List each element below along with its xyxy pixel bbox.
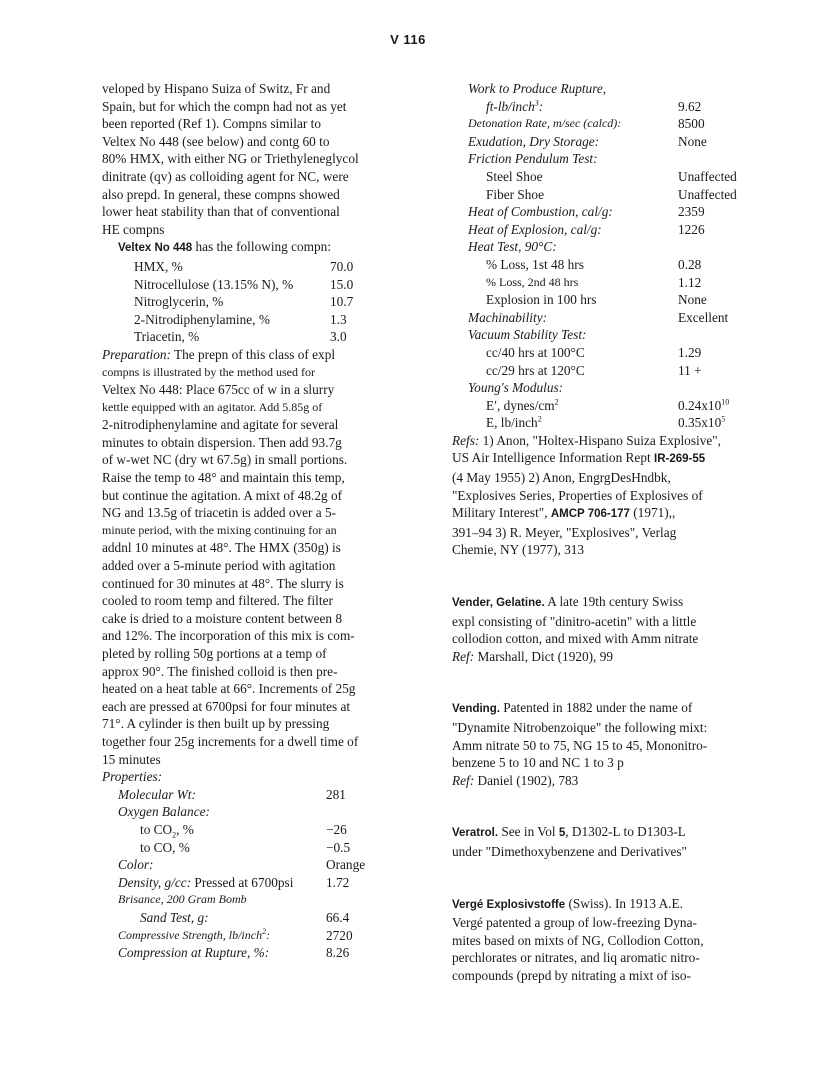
- property-label: Fiber Shoe: [486, 186, 544, 202]
- entry-text: , D1302-L to D1303-L: [565, 824, 686, 840]
- entry-vending: [452, 699, 770, 789]
- property-label: Molecular Wt:: [118, 786, 196, 802]
- text-line: "Dynamite Nitrobenzoique" the following mixt:: [452, 720, 708, 735]
- veltex-title: Veltex No 448: [118, 242, 193, 255]
- property-label: cc/40 hrs at 100°C: [486, 344, 585, 360]
- property-value: 1226: [678, 221, 705, 237]
- property-label: Vacuum Stability Test:: [468, 327, 587, 343]
- superscript: 3: [534, 98, 539, 108]
- property-row: [452, 203, 770, 221]
- text-line: 2-nitrodiphenylamine and agitate for several: [102, 417, 339, 433]
- ref-bold: IR-269-55: [654, 453, 706, 466]
- property-label: Oxygen Balance:: [118, 804, 210, 820]
- text-line: Veltex No 448: Place 675cc of w in a slurry: [102, 382, 335, 398]
- text-line: [452, 648, 770, 666]
- composition-label: Triacetin, %: [134, 329, 200, 345]
- property-row: [452, 168, 770, 186]
- text-line: under "Dimethoxybenzene and Derivatives": [452, 843, 687, 859]
- text-line: [102, 346, 402, 364]
- volume-number: 5: [558, 827, 566, 840]
- property-value: 1.72: [326, 874, 350, 890]
- label-text: Density, g/cc:: [118, 874, 192, 890]
- composition-value: 1.3: [330, 311, 347, 327]
- reference-line: 391–94 3) R. Meyer, "Explosives", Verlag: [452, 524, 677, 540]
- text-line: cake is dried to a moisture content between 8: [102, 610, 342, 626]
- property-label: Compression at Rupture, %:: [118, 945, 270, 961]
- property-row: [452, 274, 770, 292]
- ref-text: (1971),,: [629, 505, 676, 521]
- property-value: 8.26: [326, 945, 350, 961]
- text-line: together four 25g increments for a dwell time of: [102, 733, 359, 749]
- property-value: 2720: [326, 927, 353, 943]
- property-row: [452, 362, 770, 380]
- property-value: None: [678, 133, 707, 149]
- property-value: −0.5: [326, 839, 351, 855]
- text-line: and 12%. The incorporation of this mix is com-: [102, 628, 355, 644]
- property-label: Friction Pendulum Test:: [468, 151, 598, 167]
- text-line: Amm nitrate 50 to 75, NG 15 to 45, Mononitro-: [452, 737, 708, 753]
- property-row: [452, 414, 770, 432]
- text-line: addnl 10 minutes at 48°. The HMX (350g) is: [102, 540, 341, 556]
- property-row: [452, 221, 770, 239]
- label-text: ft-lb/inch: [486, 98, 535, 114]
- property-label: cc/29 hrs at 120°C: [486, 362, 585, 378]
- property-label: Young's Modulus:: [468, 380, 564, 396]
- ref-bold: AMCP 706-177: [550, 508, 630, 521]
- value-text: 0.24x10: [678, 397, 722, 413]
- property-row: [452, 98, 770, 116]
- property-label: to CO, %: [140, 839, 190, 855]
- property-label: [486, 98, 543, 116]
- property-value: 9.62: [678, 98, 702, 114]
- text-line: [452, 699, 770, 719]
- text-line: 15 minutes: [102, 751, 161, 767]
- text-line: been reported (Ref 1). Compns similar to: [102, 116, 321, 132]
- label-suffix: :: [266, 927, 271, 942]
- entry-veratrol: [452, 823, 770, 860]
- composition-label: HMX, %: [134, 258, 183, 274]
- property-row: [102, 786, 380, 804]
- property-row: [102, 856, 380, 874]
- property-row: [452, 326, 770, 344]
- property-value: [678, 414, 770, 432]
- entry-vender: [452, 593, 770, 665]
- property-label: Detonation Rate, m/sec (calcd):: [468, 116, 622, 131]
- property-label: Explosion in 100 hrs: [486, 292, 597, 308]
- property-row: [452, 344, 770, 362]
- property-value: 0.28: [678, 256, 702, 272]
- text-line: [452, 593, 770, 613]
- label-extra: Pressed at 6700psi: [191, 874, 294, 890]
- property-value: 1.12: [678, 274, 702, 290]
- reference-line: "Explosives Series, Properties of Explosives of: [452, 487, 703, 503]
- property-row: [102, 803, 380, 821]
- ref-label: Ref:: [452, 772, 475, 788]
- text-line: added over a 5-minute period with agitation: [102, 558, 336, 574]
- label-suffix: , %: [176, 821, 194, 837]
- composition-label: Nitrocellulose (13.15% N), %: [134, 276, 294, 292]
- property-label: Brisance, 200 Gram Bomb: [118, 892, 247, 907]
- entry-text: See in Vol: [498, 824, 559, 840]
- property-value: 66.4: [326, 909, 350, 925]
- left-column: [102, 80, 402, 962]
- property-label: Heat of Combustion, cal/g:: [468, 204, 613, 220]
- property-value: [678, 397, 770, 415]
- text-line: of w-wet NC (dry wt 67.5g) in small portions.: [102, 452, 348, 468]
- text-line: perchlorates or nitrates, and liq aromatic nitro-: [452, 950, 700, 966]
- refs-label: Refs:: [452, 432, 480, 448]
- text-line: minute period, with the mixing continuing for an: [102, 522, 337, 537]
- property-row: [452, 186, 770, 204]
- composition-row: [134, 328, 370, 346]
- label-text: E, lb/inch: [486, 415, 538, 431]
- text-line: compns is illustrated by the method used for: [102, 364, 315, 379]
- text-line: collodion cotton, and mixed with Amm nitrate: [452, 631, 699, 647]
- property-label: Sand Test, g:: [140, 909, 209, 925]
- superscript: 2: [537, 414, 542, 424]
- entry-text: (Swiss). In 1913 A.E.: [565, 895, 683, 911]
- property-row: [452, 379, 770, 397]
- property-row: [102, 891, 380, 909]
- reference-line: [452, 432, 770, 450]
- composition-table: [134, 258, 370, 346]
- label-text: E′, dynes/cm: [486, 397, 555, 413]
- subscript: 2: [172, 830, 177, 840]
- text-line: pleted by rolling 50g portions at a temp of: [102, 646, 327, 661]
- veltex-heading: [102, 238, 402, 258]
- property-label: Heat of Explosion, cal/g:: [468, 221, 602, 237]
- right-column: [452, 80, 770, 985]
- property-value: Unaffected: [678, 186, 737, 202]
- text-line: benzene 5 to 10 and NC 1 to 3 p: [452, 755, 624, 771]
- property-row: [102, 909, 380, 927]
- text-line: veloped by Hispano Suiza of Switz, Fr and: [102, 81, 331, 96]
- text-line: Vergé patented a group of low-freezing Dyna-: [452, 915, 697, 931]
- property-label: [118, 927, 270, 945]
- text-line: Spain, but for which the compn had not as yet: [102, 98, 347, 114]
- superscript: 2: [262, 926, 267, 936]
- composition-row: [134, 311, 370, 329]
- entry-title: Vender, Gelatine.: [452, 597, 545, 610]
- text-line: but continue the agitation. A mixt of 48.2g of: [102, 487, 343, 503]
- reference-line: (4 May 1955) 2) Anon, EngrgDesHndbk,: [452, 470, 671, 486]
- properties-label: Properties:: [102, 769, 163, 785]
- composition-label: Nitroglycerin, %: [134, 294, 224, 310]
- composition-row: [134, 293, 370, 311]
- property-row: [102, 927, 380, 945]
- entry-verge: [452, 895, 770, 985]
- property-row: [452, 133, 770, 151]
- property-value: −26: [326, 821, 347, 837]
- entry-title: Vending.: [452, 703, 500, 716]
- text-line: compounds (prepd by nitrating a mixt of iso-: [452, 967, 691, 983]
- text-line: mites based on mixts of NG, Collodion Cotton,: [452, 932, 704, 948]
- preparation-label: Preparation:: [102, 346, 171, 362]
- ref-text: 1) Anon, "Holtex-Hispano Suiza Explosive",: [479, 432, 722, 448]
- property-row: [452, 309, 770, 327]
- text-line: each are pressed at 6700psi for four minutes at: [102, 698, 351, 714]
- property-value: 281: [326, 786, 346, 802]
- composition-row: [134, 258, 370, 276]
- exponent: 5: [721, 414, 726, 424]
- text-line: expl consisting of "dinitro-acetin" with a little: [452, 613, 697, 629]
- label-text: Compressive Strength, lb/inch: [118, 927, 263, 942]
- property-value: 1.29: [678, 344, 702, 360]
- property-value: Excellent: [678, 309, 729, 325]
- property-value: Orange: [326, 857, 366, 873]
- property-label: % Loss, 2nd 48 hrs: [486, 274, 579, 289]
- property-label: [140, 821, 194, 839]
- property-label: Machinability:: [468, 309, 548, 325]
- entry-text: A late 19th century Swiss: [544, 594, 684, 610]
- superscript: 2: [554, 397, 559, 407]
- text-line: HE compns: [102, 221, 165, 237]
- composition-value: 10.7: [330, 294, 354, 310]
- text-line: lower heat stability than that of conventional: [102, 204, 340, 220]
- property-row: [452, 291, 770, 309]
- text-line: minutes to obtain dispersion. Then add 93.7g: [102, 434, 342, 450]
- property-label: Steel Shoe: [486, 168, 543, 184]
- property-row: [452, 397, 770, 415]
- properties-table: [102, 786, 380, 962]
- property-label: [486, 397, 559, 415]
- composition-value: 70.0: [330, 258, 354, 274]
- ref-text: Marshall, Dict (1920), 99: [474, 648, 614, 664]
- intro-paragraph: [102, 80, 402, 238]
- text-line: Veltex No 448 (see below) and contg 60 to: [102, 133, 330, 149]
- property-value: Unaffected: [678, 168, 737, 184]
- property-label: Work to Produce Rupture,: [468, 81, 607, 96]
- property-value: None: [678, 292, 707, 308]
- reference-line: Chemie, NY (1977), 313: [452, 542, 585, 558]
- preparation-first: The prepn of this class of expl: [170, 346, 336, 362]
- reference-line: [452, 449, 770, 469]
- text-line: approx 90°. The finished colloid is then pre-: [102, 663, 338, 679]
- property-row: [452, 256, 770, 274]
- property-label: [118, 874, 293, 892]
- text-line: heated on a heat table at 66°. Increments of 25g: [102, 681, 356, 697]
- ref-label: Ref:: [452, 648, 475, 664]
- references: [452, 432, 770, 559]
- composition-label: 2-Nitrodiphenylamine, %: [134, 311, 270, 327]
- property-row: [102, 944, 380, 962]
- reference-line: [452, 504, 770, 524]
- entry-title: Veratrol.: [452, 827, 499, 840]
- ref-text: Daniel (1902), 783: [474, 772, 579, 788]
- property-row: [452, 115, 770, 133]
- property-row: [102, 839, 380, 857]
- text-line: cooled to room temp and filtered. The filter: [102, 593, 333, 609]
- text-line: [452, 772, 770, 790]
- preparation-paragraph: [102, 346, 402, 768]
- text-line: also prepd. In general, these compns showed: [102, 186, 340, 202]
- exponent: 10: [721, 397, 730, 407]
- property-label: % Loss, 1st 48 hrs: [486, 256, 584, 272]
- property-label: [486, 414, 542, 432]
- property-row: [102, 821, 380, 839]
- property-label: Heat Test, 90°C:: [468, 239, 557, 255]
- entry-text: Patented in 1882 under the name of: [499, 700, 693, 716]
- text-line: kettle equipped with an agitator. Add 5.85g of: [102, 399, 323, 414]
- text-line: NG and 13.5g of triacetin is added over a 5-: [102, 505, 337, 521]
- text-line: 80% HMX, with either NG or Triethyleneglycol: [102, 151, 359, 167]
- ref-text: US Air Intelligence Information Rept: [452, 450, 654, 466]
- property-value: 11 +: [678, 362, 702, 378]
- property-row: [452, 150, 770, 168]
- veltex-rest: has the following compn:: [192, 239, 332, 255]
- text-line: [452, 823, 770, 843]
- composition-row: [134, 276, 370, 294]
- property-value: 2359: [678, 204, 705, 220]
- text-line: continued for 30 minutes at 48°. The slurry is: [102, 575, 344, 591]
- property-value: 8500: [678, 116, 705, 132]
- label-suffix: :: [538, 98, 544, 114]
- property-label: Exudation, Dry Storage:: [468, 133, 600, 149]
- text-line: [452, 895, 770, 915]
- text-line: 71°. A cylinder is then built up by pressing: [102, 716, 330, 732]
- composition-value: 15.0: [330, 276, 354, 292]
- property-label: Color:: [118, 857, 154, 873]
- entry-title: Vergé Explosivstoffe: [452, 898, 566, 911]
- value-text: 0.35x10: [678, 415, 722, 431]
- label-text: to CO: [140, 821, 173, 837]
- composition-value: 3.0: [330, 329, 347, 345]
- property-row: [452, 238, 770, 256]
- page-number: V 116: [390, 32, 426, 47]
- ref-text: Military Interest",: [452, 505, 551, 521]
- property-row: [452, 80, 770, 98]
- property-row: [102, 874, 380, 892]
- text-line: Raise the temp to 48° and maintain this temp,: [102, 470, 345, 486]
- text-line: dinitrate (qv) as colloiding agent for NC, were: [102, 168, 349, 184]
